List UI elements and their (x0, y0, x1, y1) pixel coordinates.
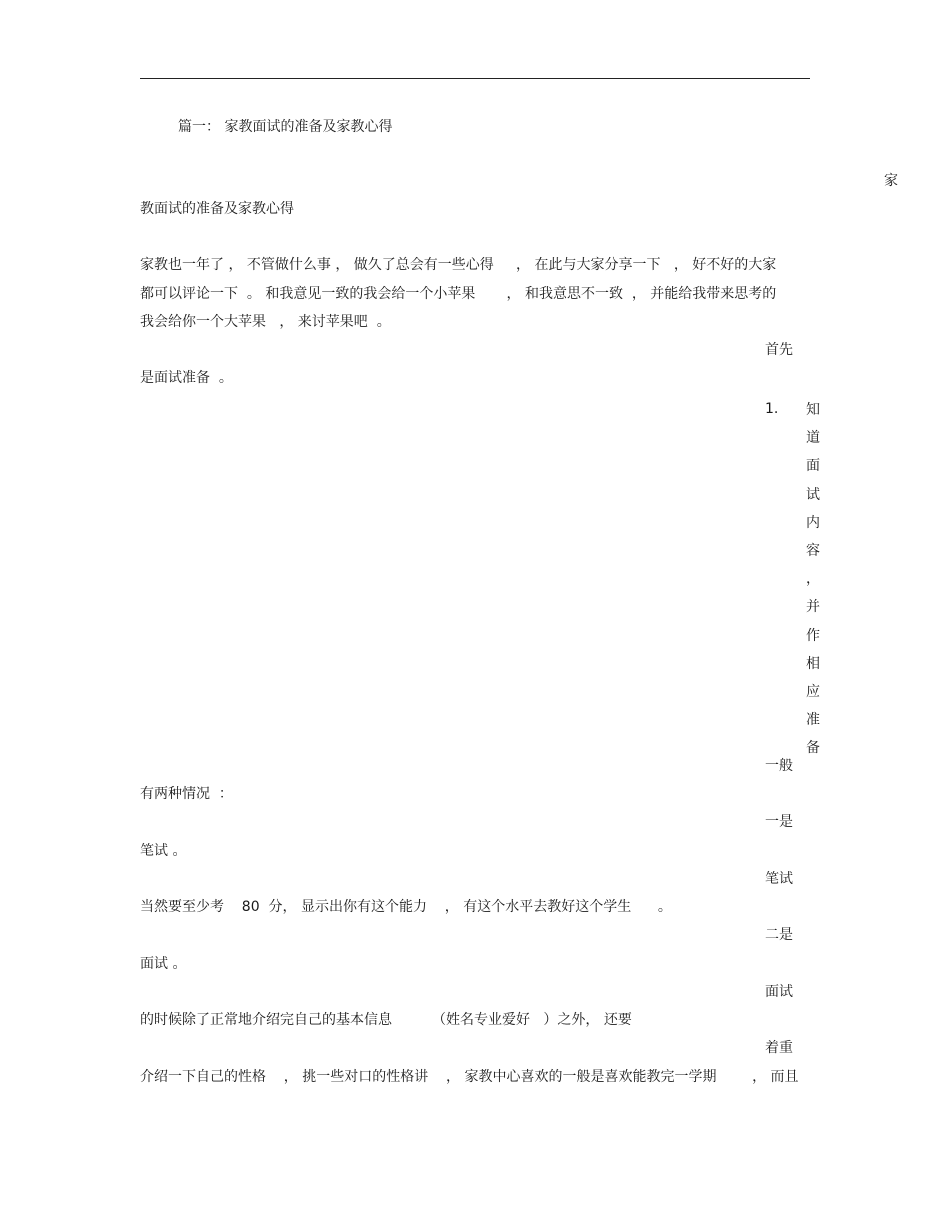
paragraph-line: 都可以评论一下 。 和我意见一致的我会给一个小苹果 ， 和我意思不一致 ， 并能给我带来思考的 (140, 286, 777, 302)
text-fragment-right: 一般 (765, 758, 793, 774)
heading-fragment-right: 家 (884, 173, 898, 189)
text-fragment-right: 二是 (765, 927, 793, 943)
vertical-char: 备 (806, 740, 820, 757)
header-rule (140, 78, 810, 79)
document-title: 篇一： 家教面试的准备及家教心得 (178, 119, 393, 135)
vertical-char: 准 (806, 712, 820, 729)
vertical-char: 应 (806, 683, 820, 700)
vertical-char: 内 (806, 514, 820, 531)
heading-fragment-left: 教面试的准备及家教心得 (140, 201, 294, 217)
text-fragment-left: 有两种情况 ： (140, 786, 233, 802)
vertical-char: 面 (806, 458, 820, 475)
text-fragment-left: 的时候除了正常地介绍完自己的基本信息 （姓名专业爱好 ）之外， 还要 (140, 1012, 632, 1028)
text-fragment-left: 介绍一下自己的性格 ， 挑一些对口的性格讲 ， 家教中心喜欢的一般是喜欢能教完一学期 ， 而且 (140, 1069, 799, 1085)
vertical-char: 试 (806, 486, 820, 503)
vertical-item-text (805, 402, 821, 768)
vertical-char: 相 (806, 655, 820, 672)
text-fragment-right: 一是 (765, 814, 793, 830)
text-fragment-right: 笔试 (765, 871, 793, 887)
paragraph-line: 我会给你一个大苹果 ， 来讨苹果吧 。 (140, 314, 391, 330)
text-fragment-right: 面试 (765, 984, 793, 1000)
vertical-char: 并 (806, 599, 820, 616)
list-item-number: 1. (765, 401, 779, 417)
text-fragment-right: 首先 (765, 342, 793, 358)
vertical-char: 道 (806, 430, 820, 447)
vertical-char: 知 (806, 402, 820, 418)
text-fragment-left: 笔试 。 (140, 843, 187, 859)
text-fragment-right: 着重 (765, 1040, 793, 1056)
vertical-char: 作 (806, 627, 820, 644)
text-fragment-left: 面试 。 (140, 956, 187, 972)
text-fragment-left: 是面试准备 。 (140, 370, 233, 386)
vertical-char: 容 (806, 542, 820, 559)
paragraph-line: 家教也一年了 ， 不管做什么事 ， 做久了总会有一些心得 ， 在此与大家分享一下 ， 好不好的大家 (140, 257, 777, 273)
text-fragment-left: 当然要至少考 80 分， 显示出你有这个能力 ， 有这个水平去教好这个学生 。 (140, 899, 672, 915)
vertical-char: ， (806, 571, 820, 588)
